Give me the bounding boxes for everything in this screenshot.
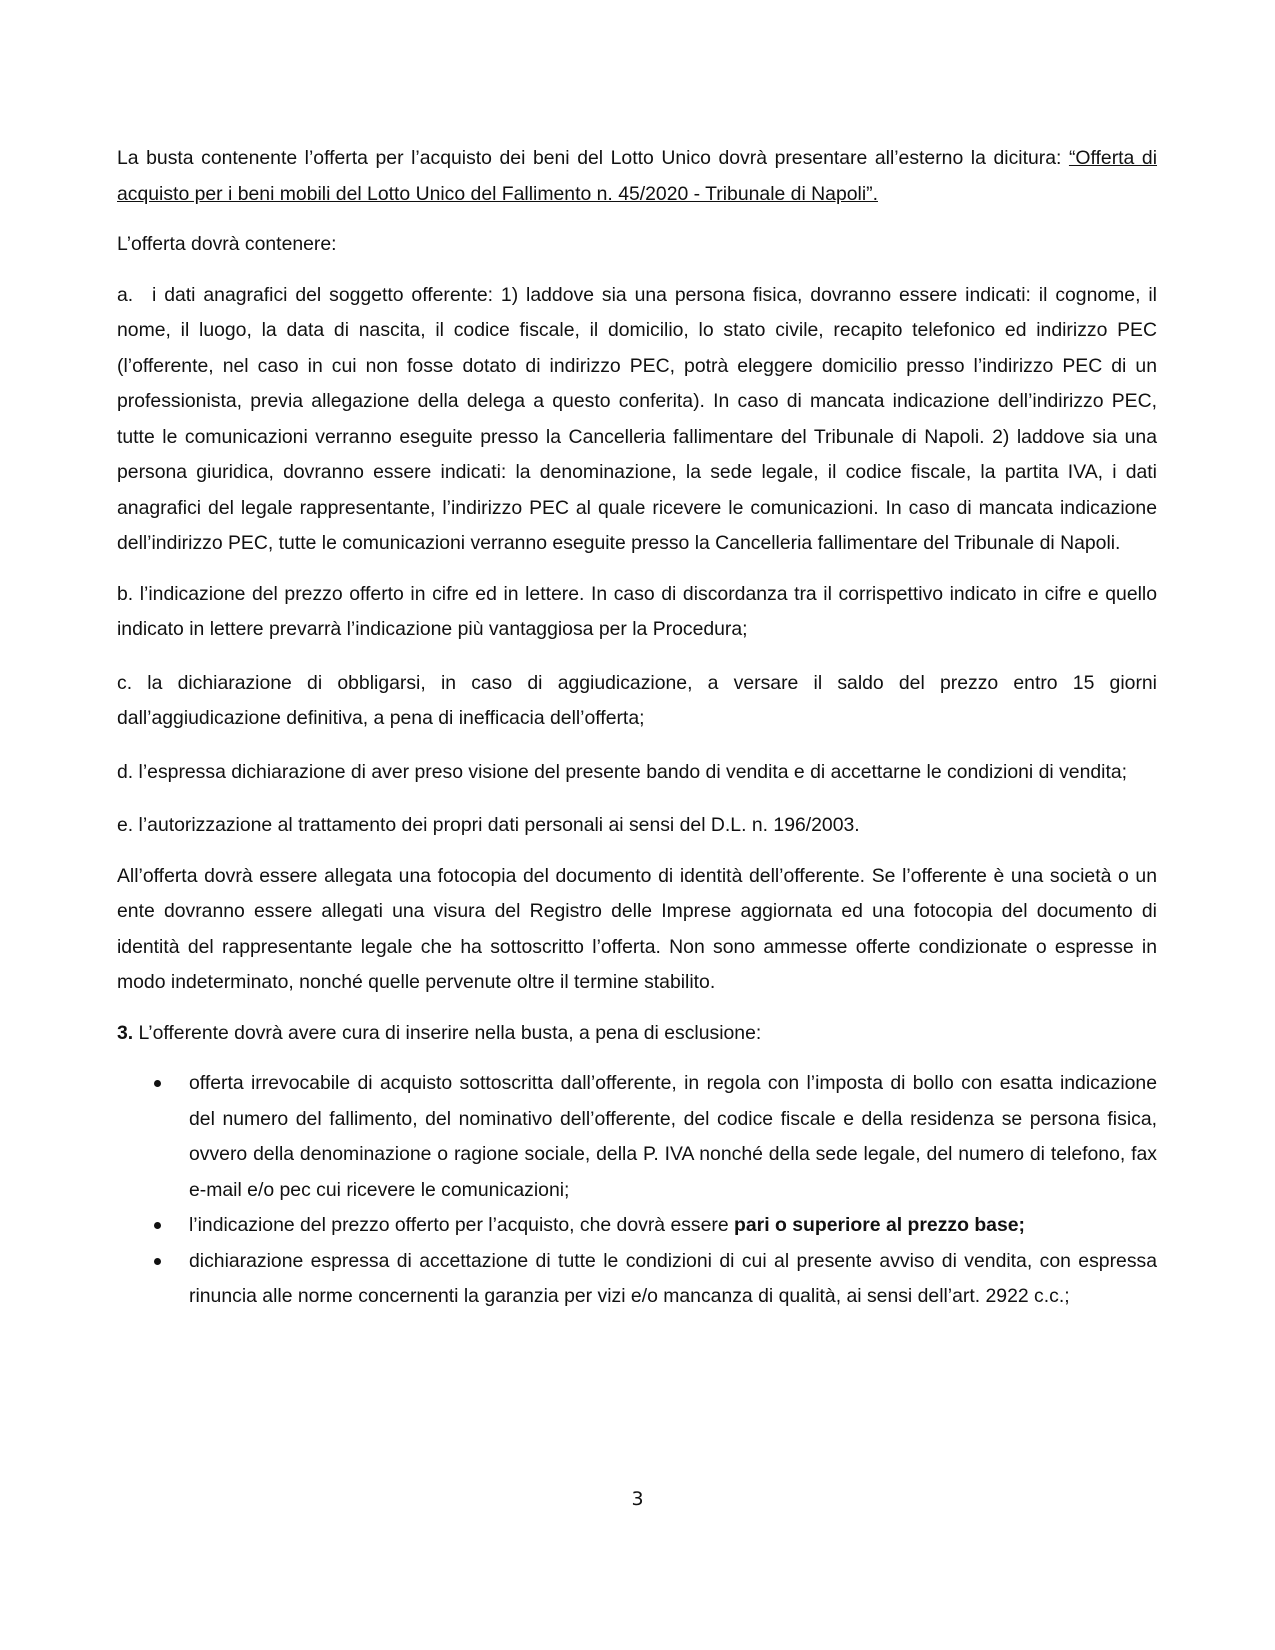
intro-plain-text: La busta contenente l’offerta per l’acquisto dei beni del Lotto Unico dovrà presentare all’esterno la dicitura: [117,147,1069,169]
contents-heading: L’offerta dovrà contenere: [117,233,337,255]
list-item [117,1244,1157,1315]
attachment-paragraph: All’offerta dovrà essere allegata una fotocopia del documento di identità dell’offerente. Se l’offerente è una società o un ente dovranno essere allegati una visura del Registro delle Imprese aggiornata ed una fotocopia del documento di identità del rappresentante legale che ha sottoscritto l’offerta. Non sono ammesse offerte condizionate o espresse in modo indeterminato, nonché quelle pervenute oltre il termine stabilito. [117,864,1157,993]
list-item-text: offerta irrevocabile di acquisto sottoscritta dall’offerente, in regola con l’imposta di bollo con esatta indicazione del numero del fallimento, del nominativo dell’offerente, del codice fiscale e della residenza se persona fisica, ovvero della denominazione o ragione sociale, della P. IVA nonché della sede legale, del numero di telefono, fax e-mail e/o pec cui ricevere le comunicazioni; [189,1072,1157,1201]
section-3-number: 3. [117,1021,134,1044]
bullet-icon [154,1258,161,1265]
section-3-text: L’offerente dovrà avere cura di inserire nella busta, a pena di esclusione: [133,1021,762,1044]
offer-envelope-label: “Offerta di acquisto per i beni mobili del Lotto Unico del Fallimento n. 45/2020 - Tribunale di Napoli”. [117,147,1157,205]
item-a-marker: a. [117,283,134,306]
list-item [117,1208,1157,1244]
bullet-icon [154,1080,161,1087]
page-number: 3 [631,1488,644,1510]
intro-paragraph [117,141,1157,212]
item-b-paragraph: b. l’indicazione del prezzo offerto in cifre ed in lettere. In caso di discordanza tra il corrispettivo indicato in cifre e quello indicato in lettere prevarrà l’indicazione più vantaggiosa per la Procedura; [117,582,1157,640]
list-item-text: l’indicazione del prezzo offerto per l’acquisto, che dovrà essere [189,1214,735,1236]
base-price-emphasis: pari o superiore al prezzo base; [734,1214,1025,1236]
item-a-paragraph [117,278,1157,562]
section-3-heading [117,1016,1157,1052]
item-c-paragraph: c. la dichiarazione di obbligarsi, in caso di aggiudicazione, a versare il saldo del prezzo entro 15 giorni dall’aggiudicazione definitiva, a pena di inefficacia dell’offerta; [117,671,1157,729]
bullet-icon [154,1222,161,1229]
item-e-paragraph: e. l’autorizzazione al trattamento dei propri dati personali ai sensi del D.L. n. 196/2003. [117,814,860,836]
requirements-list [117,1066,1157,1315]
list-item-text: dichiarazione espressa di accettazione di tutte le condizioni di cui al presente avviso di vendita, con espressa rinuncia alle norme concernenti la garanzia per vizi e/o mancanza di qualità, ai sensi dell’art. 2922 c.c.; [189,1249,1157,1307]
document-page [117,141,1157,1315]
list-item [117,1066,1157,1208]
item-a-text: i dati anagrafici del soggetto offerente: 1) laddove sia una persona fisica, dovranno essere indicati: il cognome, il nome, il luogo, la data di nascita, il codice fiscale, il domicilio, lo stato civile, recapito telefonico ed indirizzo PEC (l’offerente, nel caso in cui non fosse dotato di indirizzo PEC, potrà eleggere domicilio presso l’indirizzo PEC di un professionista, previa allegazione della delega a questo conferita). In caso di mancata indicazione dell’indirizzo PEC, tutte le comunicazioni verranno eseguite presso la Cancelleria fallimentare del Tribunale di Napoli. 2) laddove sia una persona giuridica, dovranno essere indicati: la denominazione, la sede legale, il codice fiscale, la partita IVA, i dati anagrafici del legale rappresentante, l’indirizzo PEC al quale ricevere le comunicazioni. In caso di mancata indicazione dell’indirizzo PEC, tutte le comunicazioni verranno eseguite presso la Cancelleria fallimentare del Tribunale di Napoli. [117,283,1157,554]
item-d-paragraph: d. l’espressa dichiarazione di aver preso visione del presente bando di vendita e di accettarne le condizioni di vendita; [117,760,1128,783]
